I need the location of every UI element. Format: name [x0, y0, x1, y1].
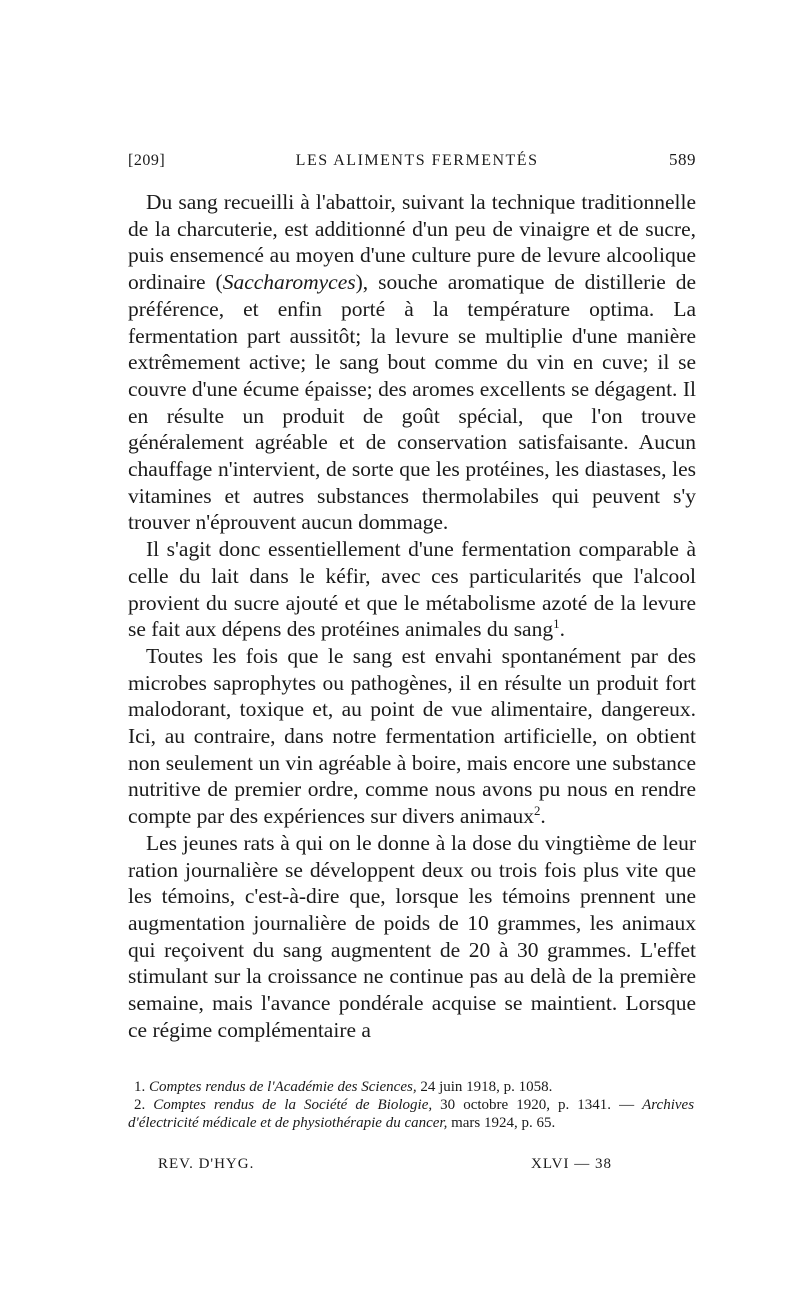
page-content [128, 150, 696, 1044]
page-footer [158, 1156, 612, 1173]
body-text [128, 189, 696, 1044]
footnote-1: 1. Comptes rendus de l'Académie des Sciences, 24 juin 1918, p. 1058. [134, 1079, 553, 1095]
footnote-ref-2: 2 [533, 804, 541, 819]
species-name: Saccharomyces [222, 270, 356, 295]
running-title: LES ALIMENTS FERMENTÉS [295, 152, 539, 169]
journal-signature: REV. D'HYG. [158, 1156, 255, 1172]
paragraph-4: Les jeunes rats à qui on le donne à la dose du vingtième de leur ration journalière se développent deux ou trois fois plus vite que les témoins, c'est-à-dire que, lorsque les témoins prennent une augmentation journalière de poids de 10 grammes, les animaux qui reçoivent du sang augmentent de 20 à 30 grammes. L'effet stimulant sur la croissance ne continue pas au delà de la première semaine, mais l'avance pondérale acquise se maintient. Lorsque ce régime complémentaire a [128, 830, 696, 1042]
paragraph-2: Il s'agit donc essentiellement d'une fermentation comparable à celle du lait dans le kéfir, avec ces particularités que l'alcool provient du sucre ajouté et que le métabolisme azoté de la levure se fait aux dépens des protéines animales du sang$^1$. [128, 537, 696, 642]
paragraph-3: Toutes les fois que le sang est envahi spontanément par des microbes saprophytes ou pathogènes, il en résulte un produit fort malodorant, toxique et, au point de vue alimentaire, dangereux. Ici, au contraire, dans notre fermentation artificielle, on obtient non seulement un vin agréable à boire, mais encore une substance nutritive de premier ordre, comme nous avons pu nous en rendre compte par des expériences sur divers animaux$^2$. [128, 643, 696, 829]
volume-signature: XLVI — 38 [531, 1156, 612, 1172]
footnote-ref-1: 1 [553, 617, 560, 632]
footnotes [128, 1078, 694, 1132]
footnote-2: 2. Comptes rendus de la Société de Biologie, 30 octobre 1920, p. 1341. — Archives d'électricité médicale et de physiothérapie du cancer, mars 1924, p. 65. [128, 1097, 695, 1131]
section-number: [209] [128, 152, 166, 169]
running-header [128, 150, 696, 174]
page-number: 589 [668, 150, 696, 169]
paragraph-1: Du sang recueilli à l'abattoir, suivant la technique traditionnelle de la charcuterie, est additionné d'un peu de vinaigre et de sucre, puis ensemencé au moyen d'une culture pure de levure alcoolique ordinaire (Saccharomyces), souche aromatique de distillerie de préférence, et enfin porté à la température optima. La fermentation part aussitôt; la levure se multiplie d'une manière extrêmement active; le sang bout comme du vin en cuve; il se couvre d'une écume épaisse; des aromes excellents se dégagent. Il en résulte un produit de goût spécial, que l'on trouve généralement agréable et de conservation satisfaisante. Aucun chauffage n'intervient, de sorte que les protéines, les diastases, les vitamines et autres substances thermolabiles qui peuvent s'y trouver n'éprouvent aucun dommage. [128, 190, 697, 535]
